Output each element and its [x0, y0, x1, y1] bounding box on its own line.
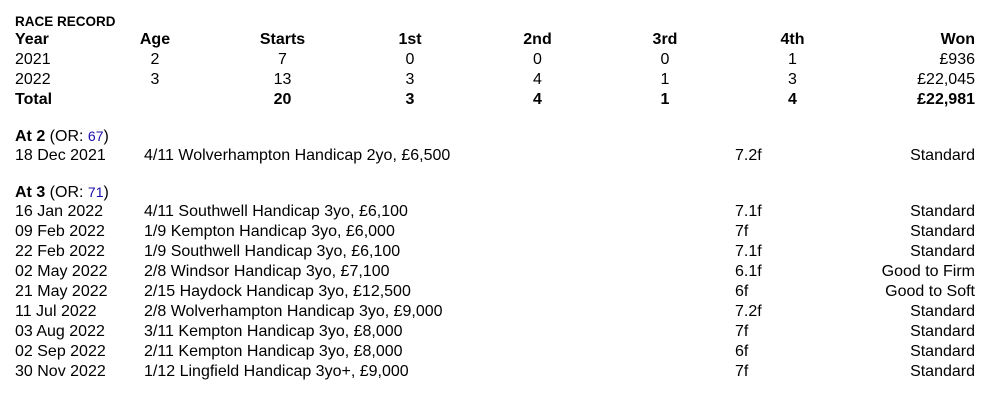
race-row — [15, 242, 975, 262]
race-description: 2/8 Windsor Handicap 3yo, £7,100 — [144, 263, 390, 280]
total-won: £22,981 — [917, 91, 975, 108]
race-description: 2/15 Haydock Handicap 3yo, £12,500 — [144, 283, 411, 300]
section-title — [15, 126, 975, 146]
race-date: 30 Nov 2022 — [15, 363, 106, 380]
header-2nd: 2nd — [523, 31, 552, 48]
total-1st: 3 — [405, 91, 415, 108]
race-date: 09 Feb 2022 — [15, 223, 105, 240]
race-description: 4/11 Wolverhampton Handicap 2yo, £6,500 — [144, 147, 451, 164]
race-distance: 6.1f — [735, 263, 762, 280]
race-going: Standard — [910, 223, 975, 240]
summary-header-row — [15, 30, 975, 50]
cell-starts: 13 — [273, 71, 292, 88]
race-distance: 7.1f — [735, 243, 762, 260]
section-at-3 — [15, 182, 975, 382]
race-distance: 7f — [735, 223, 749, 240]
race-description: 1/9 Southwell Handicap 3yo, £6,100 — [144, 243, 401, 260]
race-going: Standard — [910, 243, 975, 260]
header-starts: Starts — [259, 31, 306, 48]
cell-3rd: 1 — [660, 71, 670, 88]
cell-3rd: 0 — [660, 51, 670, 68]
race-row — [15, 302, 975, 322]
or-suffix: ) — [103, 128, 109, 145]
cell-1st: 0 — [405, 51, 415, 68]
race-date: 18 Dec 2021 — [15, 147, 106, 164]
cell-age: 3 — [150, 71, 160, 88]
race-row — [15, 262, 975, 282]
race-row — [15, 342, 975, 362]
race-record-panel — [15, 14, 975, 382]
race-going: Standard — [910, 303, 975, 320]
race-distance: 6f — [735, 343, 749, 360]
race-going: Standard — [910, 203, 975, 220]
race-description: 2/8 Wolverhampton Handicap 3yo, £9,000 — [144, 303, 443, 320]
or-prefix: (OR: — [45, 184, 88, 201]
race-description: 4/11 Southwell Handicap 3yo, £6,100 — [144, 203, 408, 220]
cell-2nd: 0 — [533, 51, 542, 68]
section-at-2 — [15, 126, 975, 166]
total-4th: 4 — [788, 91, 797, 108]
or-suffix: ) — [103, 184, 109, 201]
race-going: Good to Firm — [881, 263, 975, 280]
race-distance: 7.1f — [735, 203, 762, 220]
race-date: 21 May 2022 — [15, 283, 108, 300]
header-4th: 4th — [780, 31, 805, 48]
cell-year: 2022 — [15, 71, 51, 88]
cell-1st: 3 — [405, 71, 415, 88]
summary-total-row — [15, 90, 975, 110]
race-distance: 7.2f — [735, 147, 762, 164]
race-row — [15, 322, 975, 342]
section-age-label: At 3 — [15, 184, 46, 201]
cell-age: 2 — [150, 51, 160, 68]
race-going: Good to Soft — [885, 283, 975, 300]
race-row — [15, 202, 975, 222]
cell-2nd: 4 — [533, 71, 542, 88]
race-date: 03 Aug 2022 — [15, 323, 105, 340]
race-row — [15, 362, 975, 382]
race-distance: 7f — [735, 323, 749, 340]
race-description: 1/9 Kempton Handicap 3yo, £6,000 — [144, 223, 395, 240]
race-row — [15, 282, 975, 302]
total-3rd: 1 — [660, 91, 670, 108]
header-won: Won — [940, 31, 975, 48]
race-description: 3/11 Kempton Handicap 3yo, £8,000 — [144, 323, 403, 340]
cell-4th: 1 — [788, 51, 797, 68]
official-rating-link[interactable]: 71 — [87, 184, 104, 200]
race-going: Standard — [910, 147, 975, 164]
header-age: Age — [139, 31, 171, 48]
total-label: Total — [15, 91, 53, 108]
race-row — [15, 222, 975, 242]
race-distance: 6f — [735, 283, 749, 300]
race-date: 22 Feb 2022 — [15, 243, 105, 260]
section-age-label: At 2 — [15, 128, 46, 145]
race-date: 11 Jul 2022 — [15, 303, 97, 320]
summary-row — [15, 50, 975, 70]
race-date: 02 Sep 2022 — [15, 343, 106, 360]
race-distance: 7f — [735, 363, 749, 380]
cell-won: £936 — [939, 51, 975, 68]
cell-starts: 7 — [278, 51, 287, 68]
summary-table — [15, 30, 975, 110]
total-starts: 20 — [273, 91, 292, 108]
race-going: Standard — [910, 323, 975, 340]
cell-4th: 3 — [788, 71, 797, 88]
race-date: 16 Jan 2022 — [15, 203, 104, 220]
race-record-heading: RACE RECORD — [15, 14, 116, 29]
race-distance: 7.2f — [735, 303, 762, 320]
race-going: Standard — [910, 363, 975, 380]
race-date: 02 May 2022 — [15, 263, 108, 280]
official-rating-link[interactable]: 67 — [87, 128, 104, 144]
race-description: 1/12 Lingfield Handicap 3yo+, £9,000 — [144, 363, 409, 380]
race-row — [15, 146, 975, 166]
header-year: Year — [15, 31, 49, 48]
or-prefix: (OR: — [45, 128, 88, 145]
cell-year: 2021 — [15, 51, 51, 68]
section-title — [15, 182, 975, 202]
summary-row — [15, 70, 975, 90]
total-2nd: 4 — [533, 91, 542, 108]
cell-won: £22,045 — [917, 71, 975, 88]
race-description: 2/11 Kempton Handicap 3yo, £8,000 — [144, 343, 403, 360]
race-going: Standard — [910, 343, 975, 360]
total-age — [115, 90, 195, 110]
header-3rd: 3rd — [652, 31, 678, 48]
header-1st: 1st — [398, 31, 422, 48]
